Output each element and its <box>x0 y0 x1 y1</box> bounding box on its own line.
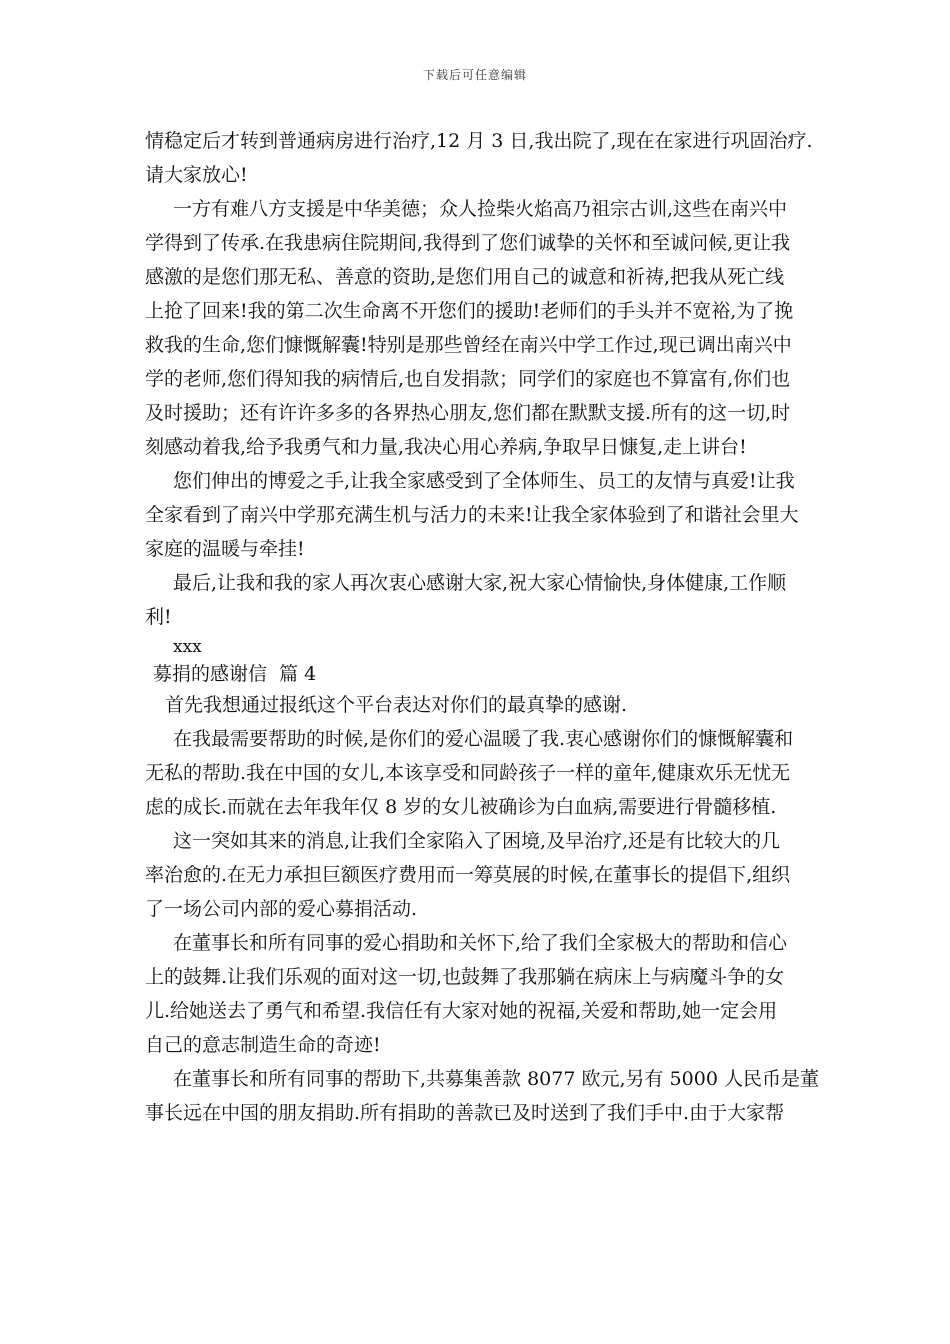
paragraph-line: 请大家放心! <box>145 164 248 186</box>
paragraph-line: 一方有难八方支援是中华美德；众人捡柴火焰高乃祖宗古训,这些在南兴中 <box>173 198 788 220</box>
paragraph-line: 儿.给她送去了勇气和希望.我信任有大家对她的祝福,关爱和帮助,她一定会用 <box>145 1000 778 1022</box>
paragraph-line: 救我的生命,您们慷慨解囊!特别是那些曾经在南兴中学工作过,现已调出南兴中 <box>145 334 792 356</box>
paragraph-line: 最后,让我和我的家人再次衷心感谢大家,祝大家心情愉快,身体健康,工作顺 <box>173 572 787 594</box>
paragraph-line: 情稳定后才转到普通病房进行治疗,12 月 3 日,我出院了,现在在家进行巩固治疗. <box>145 130 813 152</box>
paragraph-line: 在董事长和所有同事的爱心捐助和关怀下,给了我们全家极大的帮助和信心 <box>173 932 788 954</box>
signature: xxx <box>173 637 202 657</box>
paragraph-line: 率治愈的.在无力承担巨额医疗费用而一筹莫展的时候,在董事长的提倡下,组织 <box>145 864 791 886</box>
paragraph-line: 自己的意志制造生命的奇迹! <box>145 1034 381 1056</box>
paragraph-line: 您们伸出的博爱之手,让我全家感受到了全体师生、员工的友情与真爱!让我 <box>173 470 795 492</box>
paragraph-line: 在董事长和所有同事的帮助下,共募集善款 8077 欧元,另有 5000 人民币是董 <box>173 1068 819 1090</box>
paragraph-line: 首先我想通过报纸这个平台表达对你们的最真挚的感谢. <box>165 694 628 716</box>
paragraph-line: 无私的帮助.我在中国的女儿,本该享受和同龄孩子一样的童年,健康欢乐无忧无 <box>145 762 791 784</box>
page-header: 下载后可任意编辑 <box>422 68 527 82</box>
paragraph-line: 及时援助；还有许许多多的各界热心朋友,您们都在默默支援.所有的这一切,时 <box>145 402 791 424</box>
paragraph-line: 这一突如其来的消息,让我们全家陷入了困境,及早治疗,还是有比较大的几 <box>173 830 781 852</box>
paragraph-line: 上的鼓舞.让我们乐观的面对这一切,也鼓舞了我那躺在病床上与病魔斗争的女 <box>145 966 785 988</box>
paragraph-line: 全家看到了南兴中学那充满生机与活力的未来!让我全家体验到了和谐社会里大 <box>145 504 799 526</box>
paragraph-line: 利! <box>145 606 172 628</box>
paragraph-line: 家庭的温暖与牵挂! <box>145 538 305 560</box>
paragraph-line: 学得到了传承.在我患病住院期间,我得到了您们诚挚的关怀和至诚问候,更让我 <box>145 232 791 254</box>
paragraph-line: 在我最需要帮助的时候,是你们的爱心温暖了我.衷心感谢你们的慷慨解囊和 <box>173 728 794 750</box>
section-title: 募捐的感谢信 篇 4 <box>153 663 317 685</box>
paragraph-line: 事长远在中国的朋友捐助.所有捐助的善款已及时送到了我们手中.由于大家帮 <box>145 1102 785 1124</box>
paragraph-line: 虑的成长.而就在去年我年仅 8 岁的女儿被确诊为白血病,需要进行骨髓移植. <box>145 796 777 818</box>
paragraph-line: 学的老师,您们得知我的病情后,也自发捐款；同学们的家庭也不算富有,你们也 <box>145 368 791 390</box>
paragraph-line: 了一场公司内部的爱心募捐活动. <box>145 898 418 920</box>
paragraph-line: 上抢了回来!我的第二次生命离不开您们的援助!老师们的手头并不宽裕,为了挽 <box>145 300 794 322</box>
paragraph-line: 感激的是您们那无私、善意的资助,是您们用自己的诚意和祈祷,把我从死亡线 <box>145 266 785 288</box>
paragraph-line: 刻感动着我,给予我勇气和力量,我决心用心养病,争取早日慷复,走上讲台! <box>145 436 747 458</box>
letter-body <box>145 124 819 1130</box>
